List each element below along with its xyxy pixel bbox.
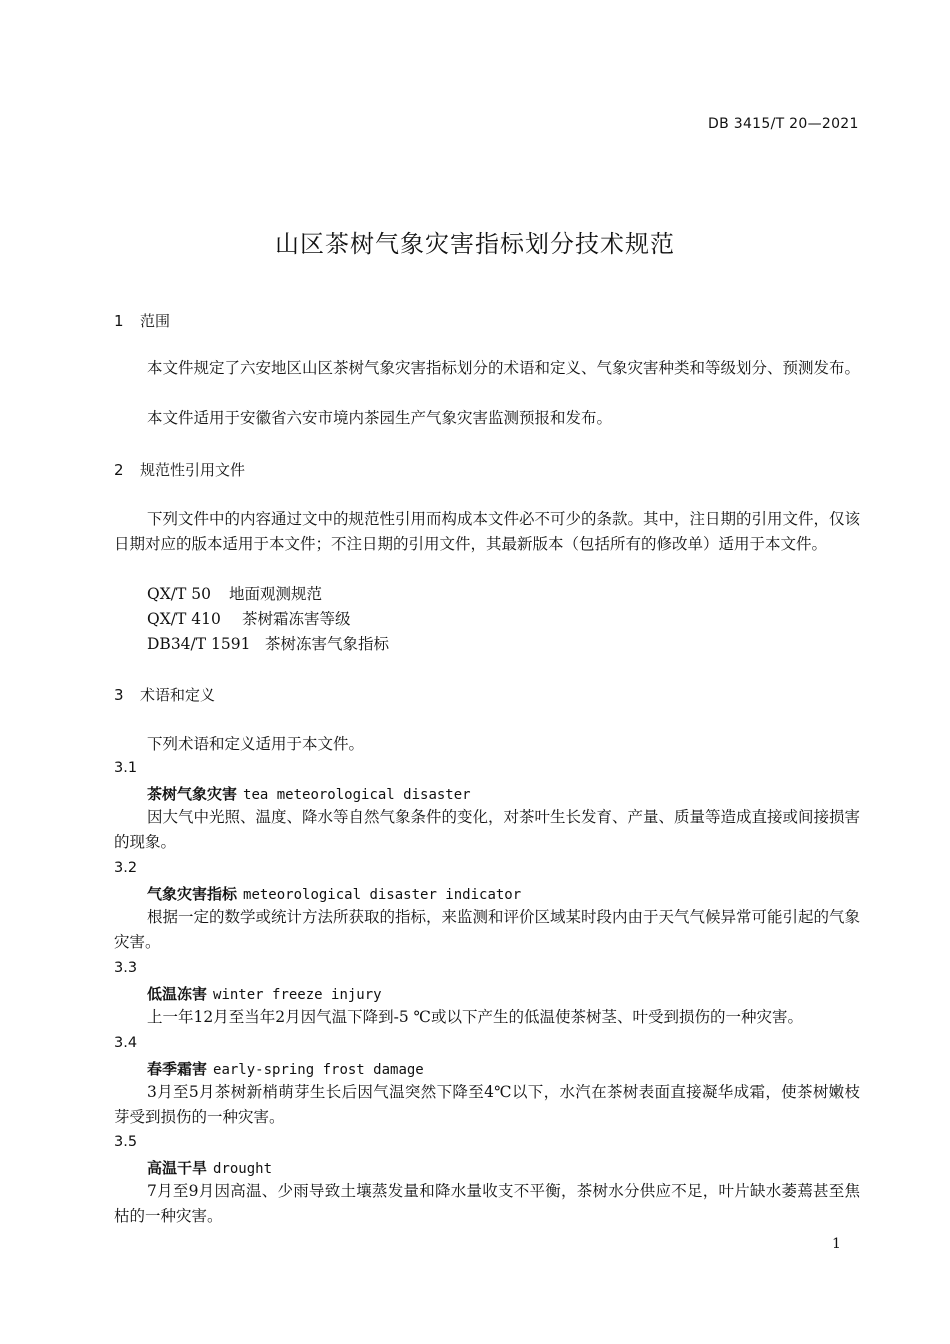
section-3-heading <box>114 684 215 705</box>
term-english: meteorological disaster indicator <box>243 887 522 903</box>
term-number: 3.5 <box>114 1134 138 1150</box>
normative-reference <box>147 607 351 629</box>
term-english: drought <box>213 1161 273 1177</box>
section-title: 术语和定义 <box>140 686 216 704</box>
term-chinese: 低温冻害 <box>147 985 208 1003</box>
term-number: 3.1 <box>114 760 138 776</box>
section-number: 2 <box>114 461 124 479</box>
term-entry <box>147 1157 272 1178</box>
reference-name: 地面观测规范 <box>229 585 323 603</box>
reference-code: QX/T 50 <box>147 585 211 603</box>
section-1-heading <box>114 310 170 331</box>
section-2-heading <box>114 459 245 480</box>
document-title: 山区茶树气象灾害指标划分技术规范 <box>275 230 675 258</box>
term-english: early-spring frost damage <box>213 1062 424 1078</box>
section-title: 范围 <box>140 312 171 330</box>
term-chinese: 高温干旱 <box>147 1159 208 1177</box>
term-definition: 7月至9月因高温、少雨导致土壤蒸发量和降水量收支不平衡，茶树水分供应不足，叶片缺水萎蔫甚至焦枯的一种灾害。 <box>114 1182 860 1225</box>
section-title: 规范性引用文件 <box>140 461 246 479</box>
term-chinese: 茶树气象灾害 <box>147 785 238 803</box>
section-1-paragraph-1: 本文件规定了六安地区山区茶树气象灾害指标划分的术语和定义、气象灾害种类和等级划分、预测发布。 <box>147 359 861 377</box>
document-code: DB 3415/T 20—2021 <box>708 116 859 132</box>
term-definition: 因大气中光照、温度、降水等自然气象条件的变化，对茶叶生长发育、产量、质量等造成直接或间接损害的现象。 <box>114 808 861 851</box>
section-1-paragraph-2: 本文件适用于安徽省六安市境内茶园生产气象灾害监测预报和发布。 <box>147 409 613 427</box>
reference-name: 茶树霜冻害等级 <box>242 610 351 628</box>
term-english: winter freeze injury <box>213 987 382 1003</box>
term-definition: 根据一定的数学或统计方法所获取的指标，来监测和评价区域某时段内由于天气气候异常可能引起的气象灾害。 <box>114 908 861 951</box>
term-definition: 上一年12月至当年2月因气温下降到-5 ℃或以下产生的低温使茶树茎、叶受到损伤的一种灾害。 <box>147 1008 803 1026</box>
term-entry <box>147 1058 424 1079</box>
section-number: 1 <box>114 312 124 330</box>
term-entry <box>147 883 521 904</box>
section-3-intro: 下列术语和定义适用于本文件。 <box>147 735 365 753</box>
term-number: 3.2 <box>114 860 138 876</box>
term-number: 3.4 <box>114 1035 138 1051</box>
term-definition: 3月至5月茶树新梢萌芽生长后因气温突然下降至4℃以下，水汽在茶树表面直接凝华成霜，使茶树嫩枝芽受到损伤的一种灾害。 <box>114 1083 860 1126</box>
section-2-paragraph-1: 下列文件中的内容通过文中的规范性引用而构成本文件必不可少的条款。其中，注日期的引用文件，仅该日期对应的版本适用于本文件；不注日期的引用文件，其最新版本（包括所有的修改单）适用于本文件。 <box>114 510 861 553</box>
term-chinese: 气象灾害指标 <box>147 885 238 903</box>
term-entry <box>147 783 471 804</box>
term-entry <box>147 983 382 1004</box>
reference-code: QX/T 410 <box>147 610 221 628</box>
term-english: tea meteorological disaster <box>243 787 471 803</box>
reference-name: 茶树冻害气象指标 <box>265 635 390 653</box>
normative-reference <box>147 632 389 654</box>
section-number: 3 <box>114 686 124 704</box>
term-number: 3.3 <box>114 960 138 976</box>
page-number: 1 <box>832 1236 841 1252</box>
reference-code: DB34/T 1591 <box>147 635 251 653</box>
normative-reference <box>147 582 322 604</box>
term-chinese: 春季霜害 <box>147 1060 208 1078</box>
